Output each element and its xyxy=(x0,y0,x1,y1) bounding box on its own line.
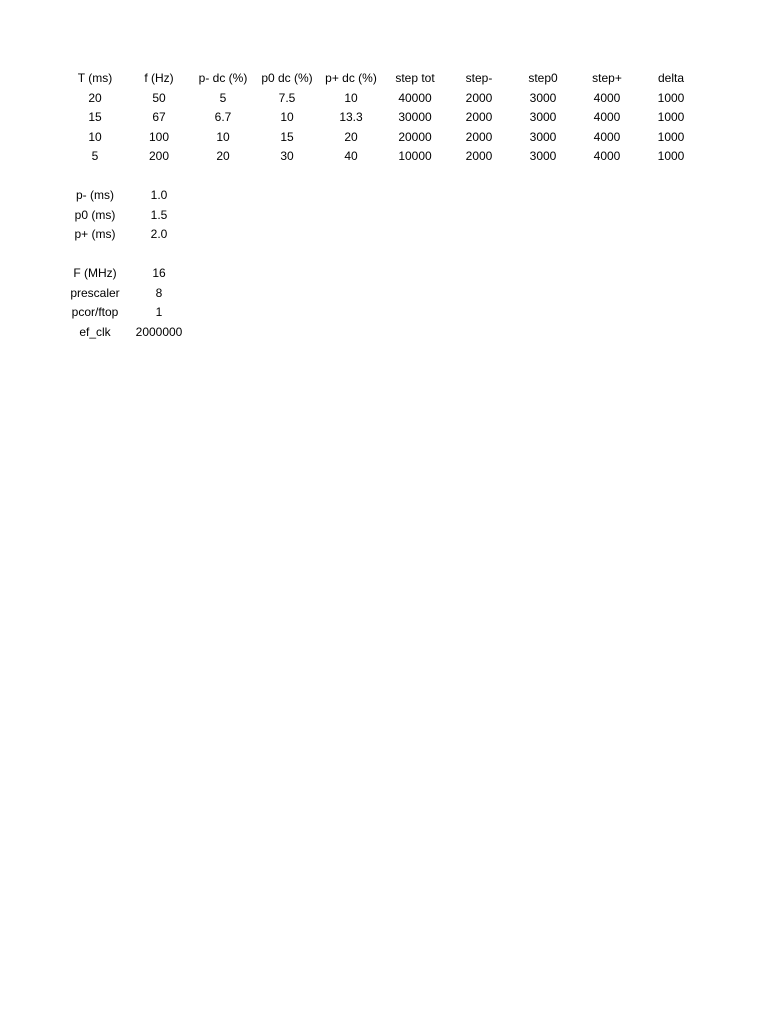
table-row xyxy=(63,89,703,109)
table-cell: 20000 xyxy=(398,129,432,144)
header-step-plus: step+ xyxy=(592,71,622,85)
clock-row-ef-clk xyxy=(63,323,703,343)
table-cell: 20 xyxy=(344,129,358,144)
header-delta: delta xyxy=(657,71,685,85)
table-cell: 15 xyxy=(280,129,294,144)
table-cell: 5 xyxy=(219,90,227,105)
clock-row-pcor-ftop xyxy=(63,303,703,323)
table-cell: 100 xyxy=(148,129,170,144)
table-cell: 4000 xyxy=(593,110,621,124)
table-cell: 4000 xyxy=(593,90,621,105)
table-cell: 4000 xyxy=(593,149,621,163)
header-t-ms: T (ms) xyxy=(77,71,113,85)
table-cell: 5 xyxy=(91,149,99,163)
table-cell: 50 xyxy=(152,90,166,105)
table-cell: 1000 xyxy=(657,110,685,124)
table-cell: 10 xyxy=(280,110,294,124)
table-cell: 3000 xyxy=(529,110,557,124)
table-cell: 10000 xyxy=(398,149,432,163)
clock-value: 2000000 xyxy=(135,324,183,339)
header-step0: step0 xyxy=(528,71,558,85)
header-p0-dc: p0 dc (%) xyxy=(261,71,313,85)
table-cell: 13.3 xyxy=(339,110,363,124)
table-cell: 7.5 xyxy=(278,90,296,105)
table-cell: 4000 xyxy=(593,129,621,144)
pulse-value: 2.0 xyxy=(150,227,168,241)
table-cell: 200 xyxy=(148,149,170,163)
blank-row xyxy=(63,167,703,187)
table-cell: 30 xyxy=(280,149,294,163)
table-cell: 10 xyxy=(88,129,102,144)
header-step-minus: step- xyxy=(465,71,493,85)
clock-value: 16 xyxy=(152,266,166,280)
clock-row-prescaler xyxy=(63,284,703,304)
table-cell: 2000 xyxy=(465,90,493,105)
table-cell: 6.7 xyxy=(214,110,232,124)
pulse-value: 1.5 xyxy=(150,207,168,222)
table-cell: 3000 xyxy=(529,129,557,144)
table-cell: 1000 xyxy=(657,90,685,105)
pulse-label: p0 (ms) xyxy=(74,207,116,222)
pulse-value: 1.0 xyxy=(150,188,168,202)
table-cell: 30000 xyxy=(398,110,432,124)
table-cell: 2000 xyxy=(465,149,493,163)
header-p-minus-dc: p- dc (%) xyxy=(198,71,248,85)
table-cell: 20 xyxy=(216,149,230,163)
pulse-label: p+ (ms) xyxy=(74,227,116,241)
table-cell: 20 xyxy=(88,90,102,105)
table-cell: 40 xyxy=(344,149,358,163)
header-f-hz: f (Hz) xyxy=(144,71,174,85)
clock-label: prescaler xyxy=(70,285,120,300)
blank-row xyxy=(63,245,703,265)
clock-label: pcor/ftop xyxy=(71,305,119,319)
table-cell: 40000 xyxy=(398,90,432,105)
main-table-header-row xyxy=(63,69,703,89)
table-cell: 2000 xyxy=(465,129,493,144)
header-step-tot: step tot xyxy=(395,71,435,85)
table-cell: 3000 xyxy=(529,149,557,163)
table-cell: 1000 xyxy=(657,149,685,163)
table-cell: 15 xyxy=(88,110,102,124)
table-row xyxy=(63,128,703,148)
pulse-row-p-minus xyxy=(63,186,703,206)
header-p-plus-dc: p+ dc (%) xyxy=(325,71,377,85)
pulse-label: p- (ms) xyxy=(76,188,114,202)
pulse-row-p0 xyxy=(63,206,703,226)
table-cell: 3000 xyxy=(529,90,557,105)
table-row xyxy=(63,108,703,128)
clock-label: F (MHz) xyxy=(73,266,117,280)
table-cell: 10 xyxy=(344,90,358,105)
table-cell: 2000 xyxy=(465,110,493,124)
pulse-row-p-plus xyxy=(63,225,703,245)
clock-row-f-mhz xyxy=(63,264,703,284)
table-cell: 10 xyxy=(216,129,230,144)
clock-value: 1 xyxy=(155,305,163,319)
table-row xyxy=(63,147,703,167)
table-cell: 67 xyxy=(152,110,166,124)
clock-label: ef_clk xyxy=(79,324,111,339)
clock-value: 8 xyxy=(155,285,163,300)
spreadsheet-page xyxy=(63,69,703,342)
table-cell: 1000 xyxy=(657,129,685,144)
